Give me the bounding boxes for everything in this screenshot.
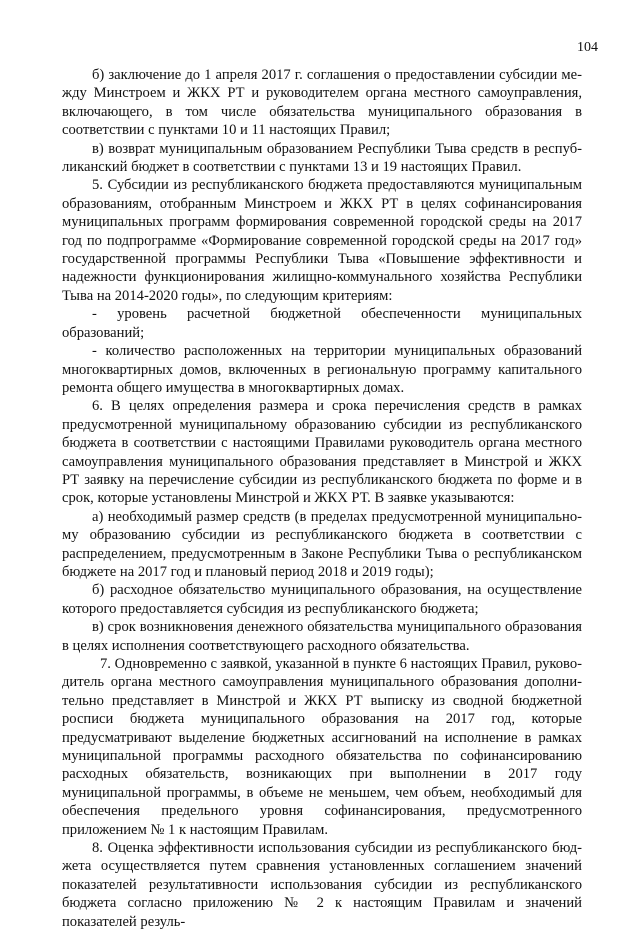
- document-body: [62, 66, 582, 931]
- criterion-apartment-buildings: - количество расположенных на территории муниципальных образований многоквартирных домов, включенных в региональную программу капитального ремонта общего имущества в многоквартирных домах.: [62, 343, 582, 396]
- paragraph-4c: в) возврат муниципальным образованием Республики Тыва средств в республиканский бюджет в соответствии с пунктами 13 и 19 настоящих Правил.: [62, 140, 582, 176]
- paragraph-6b: б) расходное обязательство муниципального образования, на осуществление которого предоставляется субсидия из республиканского бюджета;: [62, 582, 582, 617]
- paragraph-8: 8. Оценка эффективности использования субсидии из республиканского бюджета осуществляется путем сравнения установленных соглашением значений показателей результативности использования субсидии из республиканского бюджета согласно приложению № 2 к настоящим Правилам и значений показателей резуль-: [62, 840, 582, 930]
- paragraph-6a: а) необходимый размер средств (в пределах предусмотренной муниципальному образованию субсидии из республиканского бюджета в соответствии с распределением, предусмотренным в Законе Республики Тыва о республиканском бюджете на 2017 год и плановый период 2018 и 2019 годы);: [62, 508, 582, 580]
- paragraph-4b: б) заключение до 1 апреля 2017 г. соглашения о предоставлении субсидии между Минстроем и ЖКХ РТ и руководителем органа местного самоуправления, включающего, в том числе обязательства муниципального образования в соответствии с пунктами 10 и 11 настоящих Правил;: [62, 67, 582, 139]
- page-number: 104: [577, 40, 598, 55]
- paragraph-5: 5. Субсидии из республиканского бюджета предоставляются муниципальным образованиям, отобранным Минстроем и ЖКХ РТ в целях софинансирования муниципальных программ формирования современной городской среды на 2017 год по подпрограмме «Формирование современной городской среды на 2017 год» государственной программы Республики Тыва «Повышение эффективности и надежности функционирования жилищно-коммунального хозяйства Республики Тыва на 2014-2020 годы», по следующим критериям:: [62, 177, 582, 304]
- paragraph-6c: в) срок возникновения денежного обязательства муниципального образования в целях исполнения соответствующего расходного обязательства.: [62, 619, 582, 654]
- paragraph-6: 6. В целях определения размера и срока перечисления средств в рамках предусмотренной муниципальному образованию субсидии из республиканского бюджета в соответствии с настоящими Правилами руководитель органа местного самоуправления муниципального образования представляет в Минстрой и ЖКХ РТ заявку на перечисление субсидии из республиканского бюджета по форме и в срок, которые установлены Минстрой и ЖКХ РТ. В заявке указываются:: [62, 398, 582, 507]
- criterion-budget-provision: - уровень расчетной бюджетной обеспеченности муниципальных образований;: [62, 306, 582, 341]
- paragraph-7: 7. Одновременно с заявкой, указанной в пункте 6 настоящих Правил, руководитель органа местного самоуправления муниципального образования дополнительно представляет в Минстрой и ЖКХ РТ выписку из сводной бюджетной росписи бюджета муниципального образования на 2017 год, которые предусматривают выделение бюджетных ассигнований на исполнение в рамках муниципальной программы расходного обязательства по софинансированию расходных обязательств, возникающих при выполнении в 2017 году муниципальной программы, в объеме не меньшем, чем объем, необходимый для обеспечения предельного уровня софинансирования, предусмотренного приложением № 1 к настоящим Правилам.: [62, 656, 582, 838]
